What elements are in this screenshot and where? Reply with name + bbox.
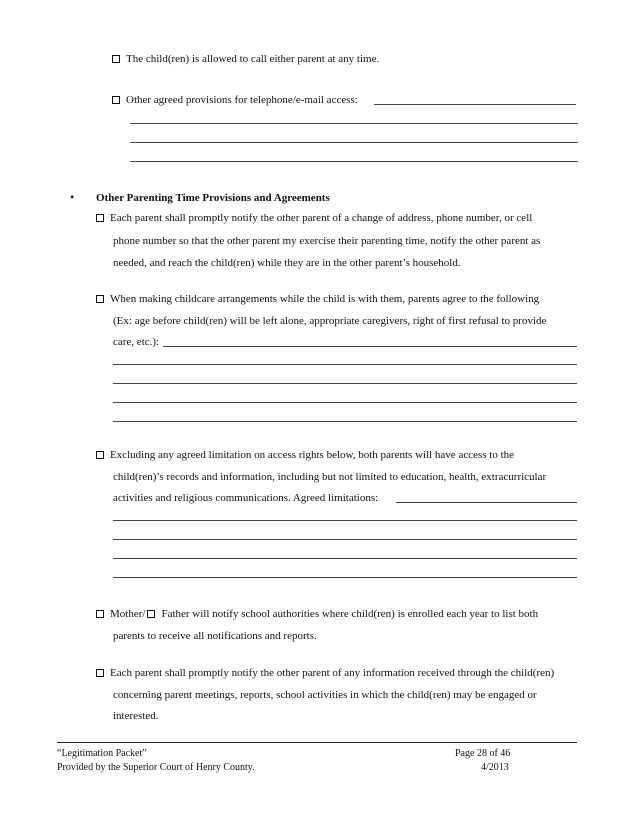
- fill-in-line[interactable]: [130, 142, 578, 143]
- item-text: Father will notify school authorities where child(ren) is enrolled each year to list both: [161, 608, 539, 620]
- item-text-line: child(ren)’s records and information, including but not limited to education, health, extracurricular: [113, 471, 547, 483]
- bullet-icon: •: [70, 190, 75, 204]
- fill-in-line[interactable]: [163, 346, 577, 347]
- checkbox-item-info-received: [96, 666, 554, 680]
- checkbox-item-records-access: [96, 448, 514, 462]
- fill-in-line[interactable]: [130, 123, 578, 124]
- checkbox[interactable]: [96, 669, 104, 677]
- item-text: Other agreed provisions for telephone/e-mail access:: [126, 94, 358, 106]
- section-heading: Other Parenting Time Provisions and Agreements: [96, 192, 330, 204]
- checkbox[interactable]: [96, 451, 104, 459]
- item-text-line: care, etc.):: [113, 336, 160, 348]
- item-text-line: activities and religious communications. Agreed limitations:: [113, 492, 379, 504]
- item-text: Excluding any agreed limitation on access rights below, both parents will have access to the: [110, 449, 515, 461]
- item-text: When making childcare arrangements while the child is with them, parents agree to the following: [110, 293, 540, 305]
- fill-in-line[interactable]: [113, 421, 577, 422]
- checkbox-item-school-notify: [96, 607, 538, 621]
- checkbox[interactable]: [96, 214, 104, 222]
- item-text-line: parents to receive all notifications and reports.: [113, 630, 317, 642]
- item-text-line: needed, and reach the child(ren) while they are in the other parent’s household.: [113, 257, 461, 269]
- item-text-line: concerning parent meetings, reports, school activities in which the child(ren) may be engaged or: [113, 689, 537, 701]
- fill-in-line[interactable]: [374, 104, 576, 105]
- checkbox-item-telephone-email: [112, 93, 358, 107]
- checkbox[interactable]: [112, 55, 120, 63]
- footer-rule: [57, 742, 577, 743]
- fill-in-line[interactable]: [130, 161, 578, 162]
- item-text: The child(ren) is allowed to call either parent at any time.: [126, 53, 380, 65]
- item-text-line: phone number so that the other parent my exercise their parenting time, notify the other parent as: [113, 235, 541, 247]
- mother-label: Mother/: [110, 608, 146, 620]
- checkbox-item-call-any-time: [112, 52, 379, 66]
- footer-date: 4/2013: [481, 762, 509, 773]
- item-text-line: (Ex: age before child(ren) will be left alone, appropriate caregivers, right of first refusal to provide: [113, 315, 547, 327]
- checkbox-item-childcare: [96, 292, 539, 306]
- fill-in-line[interactable]: [113, 364, 577, 365]
- footer-page-number: Page 28 of 46: [455, 748, 511, 759]
- mother-checkbox[interactable]: [96, 610, 104, 618]
- footer-packet-title: “Legitimation Packet”: [57, 748, 147, 759]
- fill-in-line[interactable]: [113, 558, 577, 559]
- fill-in-line[interactable]: [396, 502, 577, 503]
- fill-in-line[interactable]: [113, 539, 577, 540]
- item-text: Each parent shall promptly notify the other parent of a change of address, phone number, or cell: [110, 212, 533, 224]
- checkbox[interactable]: [112, 96, 120, 104]
- checkbox[interactable]: [96, 295, 104, 303]
- fill-in-line[interactable]: [113, 520, 577, 521]
- fill-in-line[interactable]: [113, 402, 577, 403]
- footer-provider: Provided by the Superior Court of Henry County.: [57, 762, 255, 773]
- item-text: Each parent shall promptly notify the other parent of any information received through the child(ren): [110, 667, 555, 679]
- item-text-line: interested.: [113, 710, 159, 722]
- father-checkbox[interactable]: [147, 610, 155, 618]
- fill-in-line[interactable]: [113, 577, 577, 578]
- checkbox-item-notify-change: [96, 211, 532, 225]
- fill-in-line[interactable]: [113, 383, 577, 384]
